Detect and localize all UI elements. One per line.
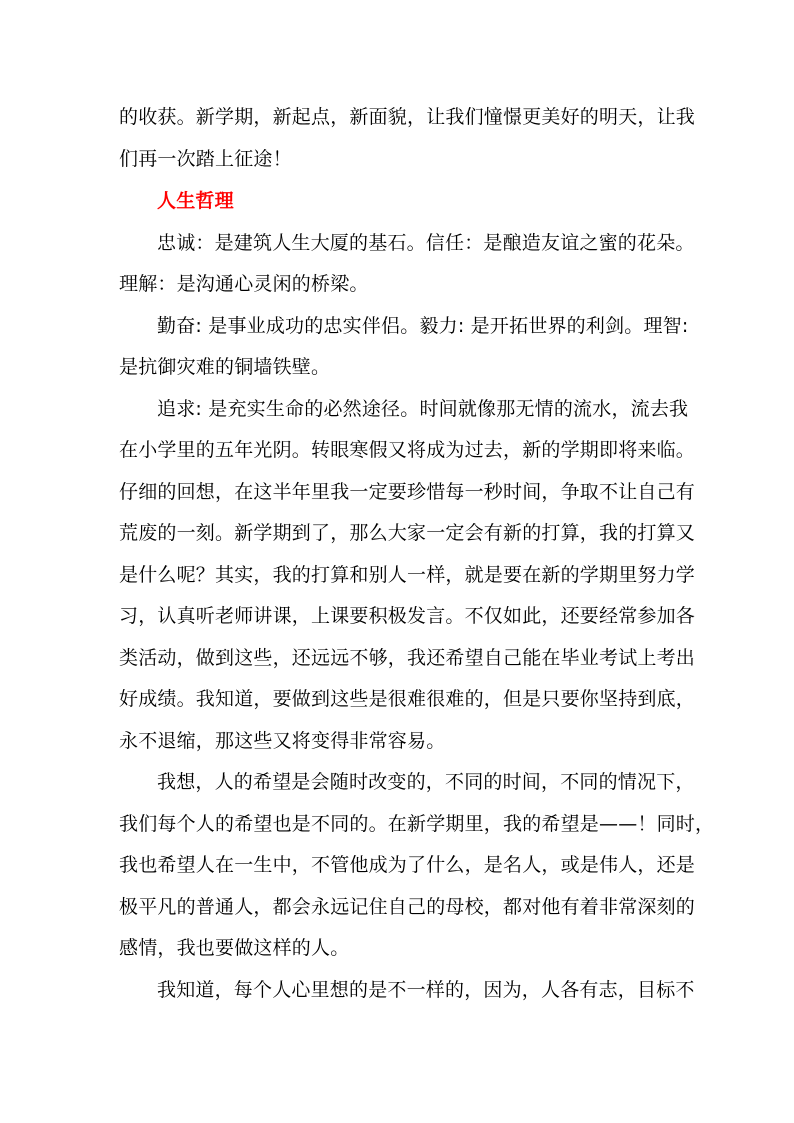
paragraph-line: 我想，人的希望是会随时改变的，不同的时间，不同的情况下， (157, 771, 695, 793)
paragraph-line: 是什么呢？其实，我的打算和别人一样，就是要在新的学期里努力学 (119, 564, 696, 586)
section-heading: 人生哲理 (157, 190, 234, 212)
paragraph-line: 好成绩。我知道，要做到这些是很难很难的，但是只要你坚持到底， (119, 688, 696, 710)
paragraph-line: 我知道，每个人心里想的是不一样的，因为，人各有志，目标不 (157, 979, 695, 1001)
paragraph-line: 我们每个人的希望也是不同的。在新学期里，我的希望是——！同时， (119, 813, 715, 835)
paragraph-line: 感情，我也要做这样的人。 (119, 937, 350, 959)
paragraph-line: 我也希望人在一生中，不管他成为了什么，是名人，或是伟人，还是 (119, 854, 696, 876)
paragraph-line: 极平凡的普通人，都会永远记住自己的母校，都对他有着非常深刻的 (119, 896, 696, 918)
paragraph-line: 在小学里的五年光阴。转眼寒假又将成为过去，新的学期即将来临。 (119, 439, 696, 461)
paragraph-line: 勤奋: 是事业成功的忠实伴侣。毅力: 是开拓世界的利剑。理智: (157, 315, 689, 337)
paragraph-line: 追求: 是充实生命的必然途径。时间就像那无情的流水，流去我 (157, 398, 689, 420)
paragraph-line: 类活动，做到这些，还远远不够，我还希望自己能在毕业考试上考出 (119, 647, 696, 669)
paragraph-line: 是抗御灾难的铜墙铁壁。 (119, 356, 331, 378)
paragraph-line: 理解：是沟通心灵闲的桥梁。 (119, 273, 369, 295)
paragraph-line: 永不退缩，那这些又将变得非常容易。 (119, 730, 446, 752)
paragraph-line: 们再一次踏上征途！ (119, 148, 292, 170)
paragraph-line: 忠诚：是建筑人生大厦的基石。信任：是酿造友谊之蜜的花朵。 (157, 232, 695, 254)
paragraph-line: 习，认真听老师讲课，上课要积极发言。不仅如此，还要经常参加各 (119, 605, 696, 627)
paragraph-line: 仔细的回想，在这半年里我一定要珍惜每一秒时间，争取不让自己有 (119, 481, 696, 503)
paragraph-line: 的收获。新学期，新起点，新面貌，让我们憧憬更美好的明天，让我 (119, 106, 696, 128)
paragraph-line: 荒废的一刻。新学期到了，那么大家一定会有新的打算，我的打算又 (119, 522, 696, 544)
